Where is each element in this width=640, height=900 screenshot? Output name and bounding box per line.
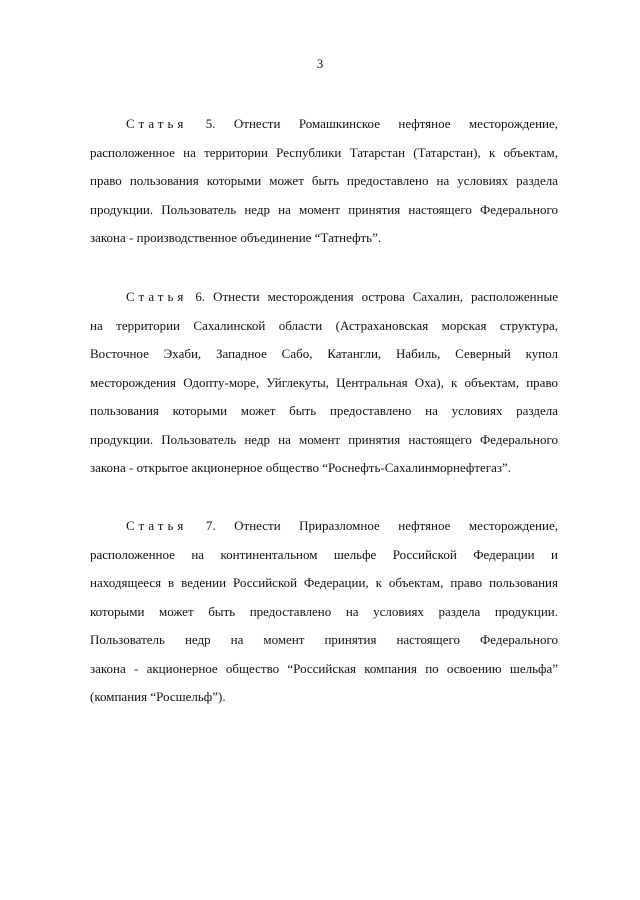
- article-5-line-5: закона - производственное объединение “Татнефть”.: [90, 230, 382, 245]
- article-6-line-4: месторождения Одопту-море, Уйглекуты, Центральная Оха), к объектам, право: [90, 374, 558, 390]
- article-5-line-1-text: 5. Отнести Ромашкинское нефтяное месторождение,: [205, 116, 559, 131]
- article-7-line-7: (компания “Росшельф”).: [90, 689, 226, 704]
- article-6-line-2: на территории Сахалинской области (Астрахановская морская структура,: [90, 317, 558, 333]
- article-7-line-6: закона - акционерное общество “Российская компания по освоению шельфа”: [90, 660, 558, 676]
- article-5-line-1: [90, 110, 558, 139]
- article-6-line-5: пользования которыми может быть предоставлено на условиях раздела: [90, 403, 558, 418]
- article-6-line-3: Восточное Эхаби, Западное Сабо, Катангли, Набиль, Северный купол: [90, 346, 558, 361]
- article-5-line-2: расположенное на территории Республики Татарстан (Татарстан), к объектам,: [90, 144, 558, 160]
- article-heading-word: Статья: [126, 518, 188, 533]
- article-7-line-3: находящееся в ведении Российской Федерации, к объектам, право пользования: [90, 575, 558, 590]
- article-5-line-3: право пользования которыми может быть предоставлено на условиях раздела: [90, 173, 558, 188]
- page-number: 3: [316, 56, 324, 71]
- article-6-line-6: продукции. Пользователь недр на момент принятия настоящего Федерального: [90, 431, 558, 447]
- article-5-paragraph: [90, 110, 558, 253]
- article-6-paragraph: [90, 283, 558, 483]
- article-heading-word: Статья: [126, 289, 188, 304]
- article-7-line-4: которыми может быть предоставлено на условиях раздела продукции.: [90, 603, 558, 619]
- article-7-line-1-text: 7. Отнести Приразломное нефтяное месторождение,: [205, 518, 558, 533]
- article-6-line-1: [90, 283, 558, 312]
- article-7-line-5: Пользователь недр на момент принятия настоящего Федерального: [90, 632, 558, 647]
- article-7-line-2: расположенное на континентальном шельфе Российской Федерации и: [90, 546, 558, 562]
- article-7-line-1: [90, 512, 558, 541]
- article-7-paragraph: [90, 512, 558, 712]
- article-6-line-1-text: 6. Отнести месторождения острова Сахалин, расположенные: [195, 289, 559, 304]
- article-5-line-4: продукции. Пользователь недр на момент принятия настоящего Федерального: [90, 201, 558, 217]
- article-6-line-7: закона - открытое акционерное общество “Роснефть-Сахалинморнефтегаз”.: [90, 460, 512, 475]
- article-heading-word: Статья: [126, 116, 188, 131]
